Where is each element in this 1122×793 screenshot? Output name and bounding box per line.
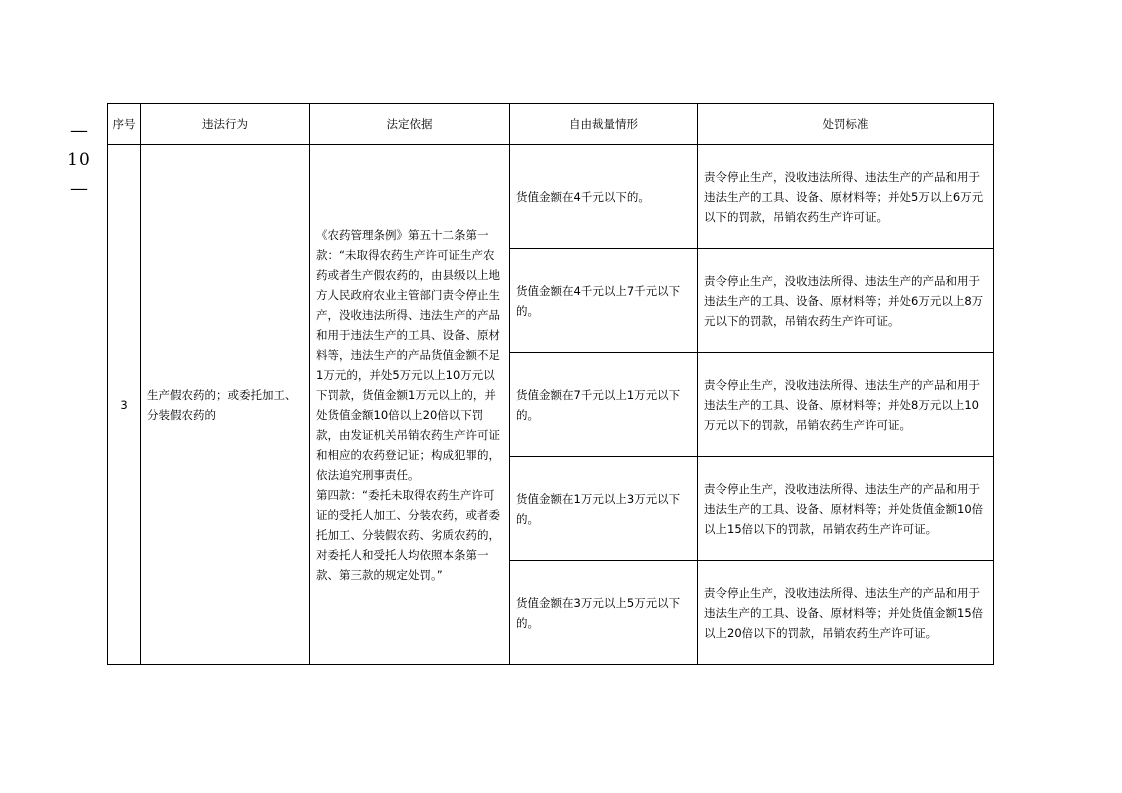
situation-cell: 货值金额在3万元以上5万元以下的。 bbox=[510, 561, 698, 665]
header-seq: 序号 bbox=[108, 104, 141, 145]
standard-cell: 责令停止生产，没收违法所得、违法生产的产品和用于违法生产的工具、设备、原材料等；并处货值金额15倍以上20倍以下的罚款，吊销农药生产许可证。 bbox=[698, 561, 994, 665]
header-penalty-standard: 处罚标准 bbox=[698, 104, 994, 145]
page-number-top-dash: — bbox=[70, 120, 88, 141]
seq-cell: 3 bbox=[108, 145, 141, 665]
page-number-value: 10 bbox=[67, 150, 91, 170]
header-discretion-situation: 自由裁量情形 bbox=[510, 104, 698, 145]
legal-basis-paragraph-1: 《农药管理条例》第五十二条第一款：“未取得农药生产许可证生产农药或者生产假农药的，由县级以上地方人民政府农业主管部门责令停止生产，没收违法所得、违法生产的产品和用于违法生产的工具、设备、原材料等，违法生产的产品货值金额不足1万元的，并处5万元以上10万元以下罚款，货值金额1万元以上的，并处货值金额10倍以上20倍以下罚款，由发证机关吊销农药生产许可证和相应的农药登记证；构成犯罪的，依法追究刑事责任。 bbox=[316, 227, 500, 482]
situation-cell: 货值金额在4千元以上7千元以下的。 bbox=[510, 249, 698, 353]
table-header-row bbox=[108, 104, 994, 145]
header-legal-basis: 法定依据 bbox=[310, 104, 510, 145]
standard-cell: 责令停止生产，没收违法所得、违法生产的产品和用于违法生产的工具、设备、原材料等；并处8万元以上10万元以下的罚款，吊销农药生产许可证。 bbox=[698, 353, 994, 457]
standard-cell: 责令停止生产，没收违法所得、违法生产的产品和用于违法生产的工具、设备、原材料等；并处货值金额10倍以上15倍以下的罚款，吊销农药生产许可证。 bbox=[698, 457, 994, 561]
situation-cell: 货值金额在4千元以下的。 bbox=[510, 145, 698, 249]
table-row bbox=[108, 145, 994, 249]
violation-cell: 生产假农药的；或委托加工、分装假农药的 bbox=[141, 145, 310, 665]
penalty-standard-table bbox=[107, 103, 994, 665]
situation-cell: 货值金额在7千元以上1万元以下的。 bbox=[510, 353, 698, 457]
standard-cell: 责令停止生产，没收违法所得、违法生产的产品和用于违法生产的工具、设备、原材料等；并处6万元以上8万元以下的罚款，吊销农药生产许可证。 bbox=[698, 249, 994, 353]
situation-cell: 货值金额在1万元以上3万元以下的。 bbox=[510, 457, 698, 561]
header-violation: 违法行为 bbox=[141, 104, 310, 145]
page-number-bottom-dash: — bbox=[70, 178, 88, 199]
legal-basis-paragraph-2: 第四款：“委托未取得农药生产许可证的受托人加工、分装农药，或者委托加工、分装假农药、劣质农药的，对委托人和受托人均依照本条第一款、第三款的规定处罚。” bbox=[316, 487, 500, 582]
legal-basis-cell bbox=[310, 145, 510, 665]
standard-cell: 责令停止生产，没收违法所得、违法生产的产品和用于违法生产的工具、设备、原材料等；并处5万以上6万元以下的罚款，吊销农药生产许可证。 bbox=[698, 145, 994, 249]
page-number bbox=[60, 118, 98, 202]
